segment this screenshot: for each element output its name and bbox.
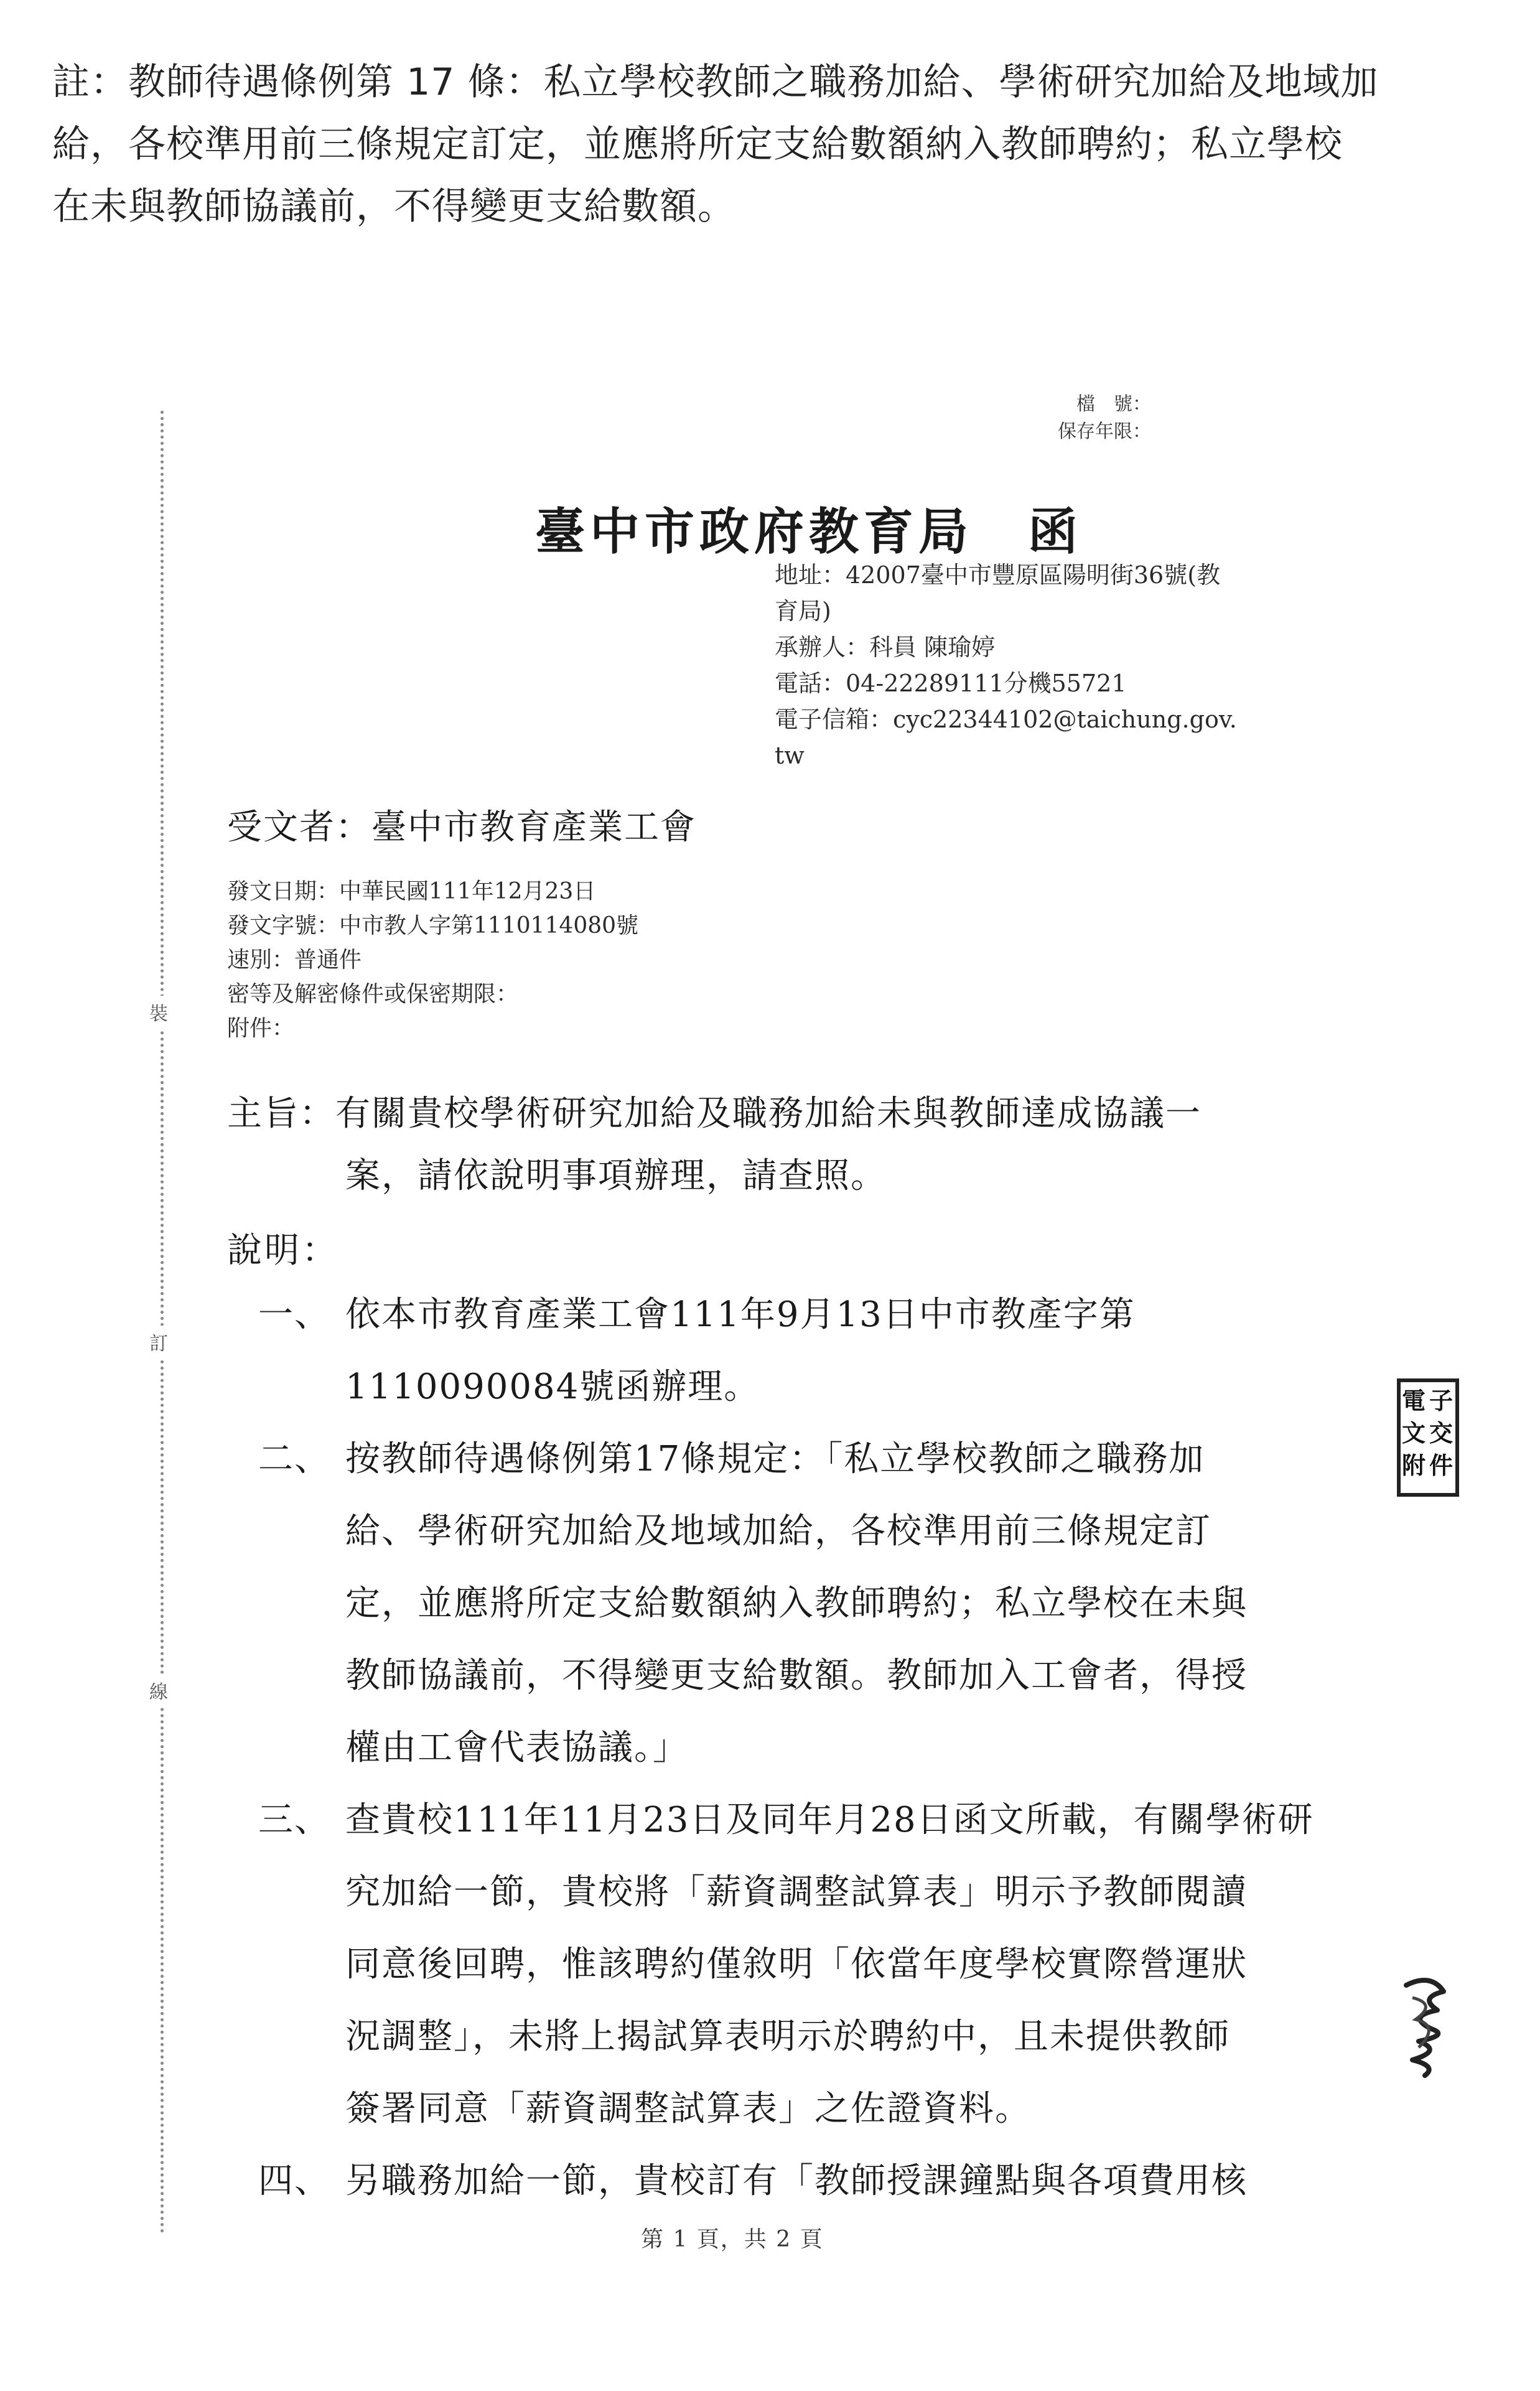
description-label: 說明： [227,1230,339,1271]
binding-line [161,411,164,2234]
item-line: 依本市教育產業工會111年9月13日中市教產字第 [345,1294,1136,1335]
subject-line: 案，請依說明事項辦理，請查照。 [345,1156,887,1196]
item-line: 權由工會代表協議。」 [345,1728,689,1768]
note-line: 給，各校準用前三條規定訂定，並應將所定支給數額納入教師聘約；私立學校 [52,123,1343,166]
item-line: 同意後回聘，惟該聘約僅敘明「依當年度學校實際營運狀 [345,1944,1248,1985]
stamp-text: 電 文 附 [1402,1387,1426,1479]
item-line: 按教師待遇條例第17條規定：「私立學校教師之職務加 [345,1439,1205,1479]
contact-line: 承辦人：科員 陳瑜婷 [775,634,996,661]
contact-line: 電話：04-22289111分機55721 [775,670,1127,697]
issue-date: 發文日期：中華民國111年12月23日 [227,879,596,904]
issue-number: 發文字號：中市教人字第1110114080號 [227,913,639,938]
description-item [258,1279,1314,1423]
item-line: 簽署同意「薪資調整試算表」之佐證資料。 [345,2089,1031,2129]
item-number: 三、 [258,1800,330,1840]
item-line: 定，並應將所定支給數額納入教師聘約；私立學校在未與 [345,1583,1248,1624]
electronic-exchange-stamp [1397,1378,1459,1497]
item-number: 四、 [258,2161,330,2201]
document-meta [227,874,638,1046]
description-item [258,1784,1314,2145]
item-line: 究加給一節，貴校將「薪資調整試算表」明示予教師閱讀 [345,1872,1248,1912]
item-number: 二、 [258,1439,330,1479]
document-title: 臺中市政府教育局 函 [535,502,1083,561]
binding-mark-top: 裝 [149,996,168,1028]
binding-mark-middle: 訂 [149,1326,168,1358]
contact-line: tw [775,742,805,769]
stamp-column [1428,1382,1455,1493]
file-number-label: 檔 號： [1076,393,1151,415]
speed-class: 速別：普通件 [227,947,362,973]
item-line: 另職務加給一節，貴校訂有「教師授課鐘點與各項費用核 [345,2161,1248,2201]
binding-mark-bottom: 線 [149,1674,168,1706]
description-item [258,1423,1314,1784]
contact-line: 育局) [775,597,831,625]
item-line: 給、學術研究加給及地域加給，各校準用前三條規定訂 [345,1511,1211,1551]
subject-line: 主旨：有關貴校學術研究加給及職務加給未與教師達成協議一 [227,1093,1202,1134]
note-paragraph [52,51,1483,238]
subject [227,1083,1202,1207]
retention-label: 保存年限： [1058,421,1151,442]
item-line: 1110090084號函辦理。 [345,1367,760,1407]
item-number: 一、 [258,1294,330,1335]
stamp-text: 子 交 件 [1429,1387,1454,1479]
receiver: 受文者：臺中市教育產業工會 [227,807,696,848]
item-line: 教師協議前，不得變更支給數額。教師加入工會者，得授 [345,1655,1248,1696]
note-line: 在未與教師協議前，不得變更支給數額。 [52,185,735,228]
secrecy-level: 密等及解密條件或保密期限： [227,981,519,1007]
contact-line: 地址：42007臺中市豐原區陽明街36號(教 [775,561,1221,589]
description-item [258,2145,1314,2217]
scribble-mark [1394,1973,1456,2079]
stamp-column [1401,1382,1428,1493]
attachment: 附件： [227,1016,295,1041]
note-line: 註：教師待遇條例第 17 條：私立學校教師之職務加給、學術研究加給及地域加 [52,60,1379,104]
page-number: 第 1 頁，共 2 頁 [641,2227,824,2252]
contact-block [775,557,1335,774]
item-line: 查貴校111年11月23日及同年月28日函文所載，有關學術研 [345,1800,1314,1840]
archive-info [1020,391,1151,446]
contact-line: 電子信箱：cyc22344102@taichung.gov. [775,706,1237,733]
description-items [258,1279,1314,2217]
item-line: 況調整」，未將上揭試算表明示於聘約中，且未提供教師 [345,2016,1230,2057]
